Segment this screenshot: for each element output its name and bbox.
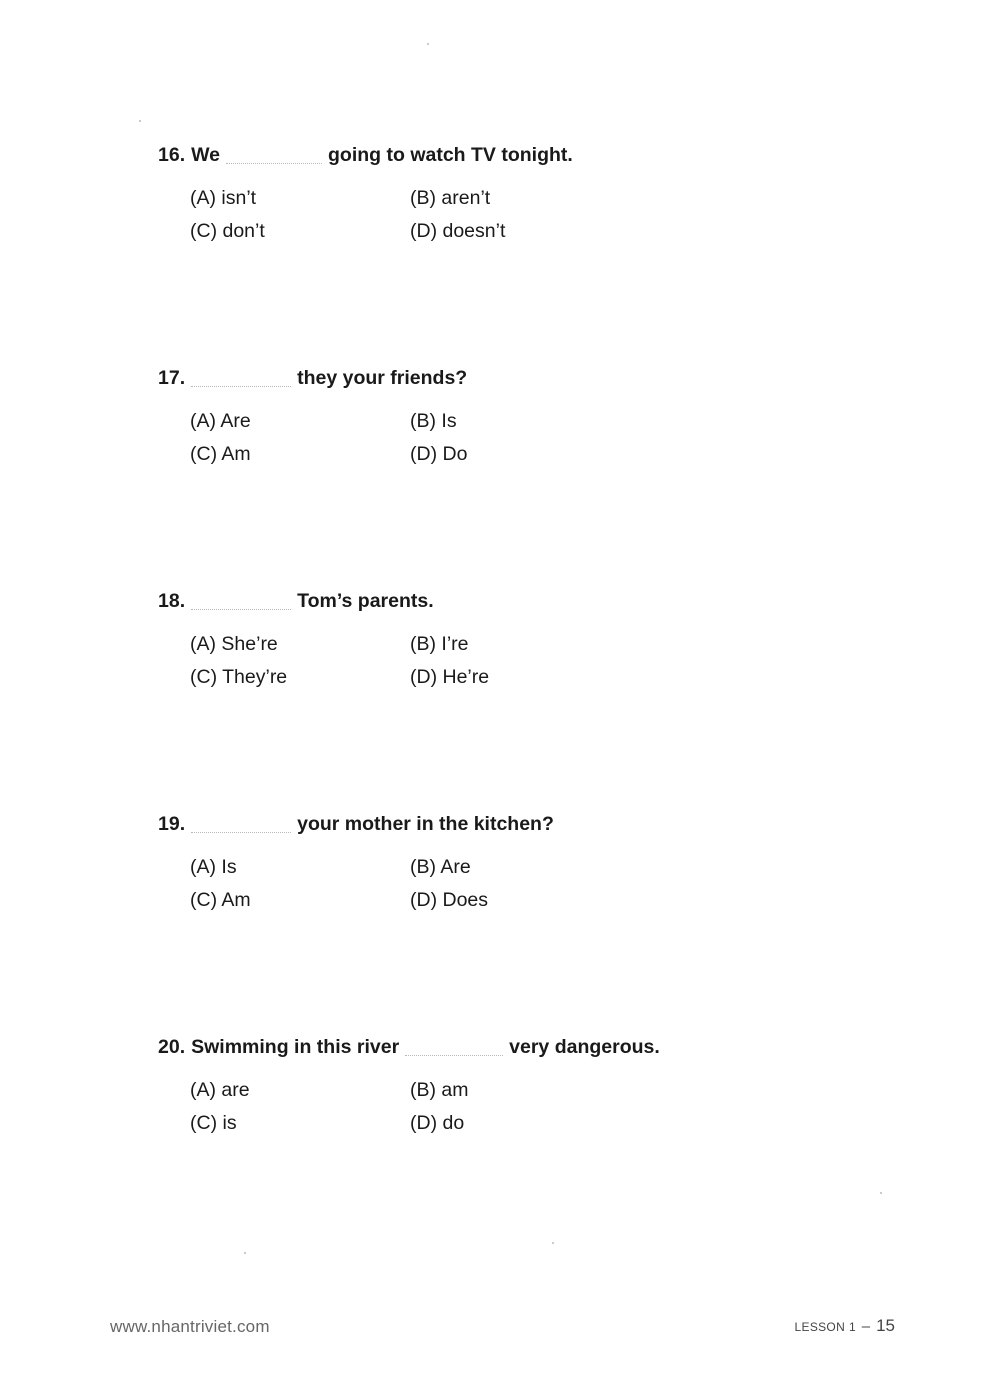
option-a: (A) Are bbox=[190, 410, 251, 432]
question-17 bbox=[158, 366, 858, 467]
option-a: (A) are bbox=[190, 1079, 250, 1101]
page-number: 15 bbox=[876, 1316, 895, 1335]
question-16 bbox=[158, 143, 858, 244]
scan-speck bbox=[880, 1192, 882, 1194]
question-number: 17. bbox=[158, 367, 186, 389]
option-c: (C) They’re bbox=[190, 666, 288, 688]
lesson-label: LESSON bbox=[794, 1320, 846, 1334]
scan-speck bbox=[244, 1252, 246, 1254]
option-b: (B) Is bbox=[410, 410, 457, 432]
question-text-after: going to watch TV tonight. bbox=[328, 144, 573, 166]
question-stem bbox=[158, 812, 858, 836]
option-c: (C) is bbox=[190, 1112, 237, 1134]
question-text-after: they your friends? bbox=[297, 367, 468, 389]
answer-blank bbox=[191, 831, 291, 833]
option-a: (A) Is bbox=[190, 856, 237, 878]
question-number: 16. bbox=[158, 144, 186, 166]
footer-page-info bbox=[795, 1316, 895, 1336]
scan-speck bbox=[139, 120, 141, 122]
question-text-after: your mother in the kitchen? bbox=[297, 813, 554, 835]
answer-options bbox=[190, 409, 690, 467]
question-text-before: Swimming in this river bbox=[191, 1036, 400, 1058]
answer-options bbox=[190, 632, 690, 690]
option-d: (D) do bbox=[410, 1112, 465, 1134]
option-b: (B) aren’t bbox=[410, 187, 491, 209]
answer-options bbox=[190, 1078, 690, 1136]
option-d: (D) Does bbox=[410, 889, 489, 911]
answer-options bbox=[190, 186, 690, 244]
option-d: (D) doesn’t bbox=[410, 220, 506, 242]
answer-options bbox=[190, 855, 690, 913]
question-number: 20. bbox=[158, 1036, 186, 1058]
option-b: (B) am bbox=[410, 1079, 469, 1101]
option-a: (A) She’re bbox=[190, 633, 278, 655]
scan-speck bbox=[427, 43, 429, 45]
question-19 bbox=[158, 812, 858, 913]
question-text-before: We bbox=[191, 144, 221, 166]
answer-blank bbox=[191, 608, 291, 610]
lesson-number: 1 bbox=[849, 1320, 856, 1334]
question-text-after: Tom’s parents. bbox=[297, 590, 434, 612]
footer-separator: – bbox=[861, 1318, 871, 1335]
option-c: (C) Am bbox=[190, 443, 251, 465]
question-stem bbox=[158, 589, 858, 613]
question-stem bbox=[158, 366, 858, 390]
answer-blank bbox=[226, 162, 322, 164]
option-d: (D) He’re bbox=[410, 666, 490, 688]
question-number: 18. bbox=[158, 590, 186, 612]
question-20 bbox=[158, 1035, 858, 1136]
question-number: 19. bbox=[158, 813, 186, 835]
footer-website: www.nhantriviet.com bbox=[110, 1317, 270, 1336]
scan-speck bbox=[552, 1242, 554, 1244]
option-d: (D) Do bbox=[410, 443, 468, 465]
option-b: (B) I’re bbox=[410, 633, 469, 655]
option-c: (C) don’t bbox=[190, 220, 265, 242]
question-stem bbox=[158, 1035, 858, 1059]
question-text-after: very dangerous. bbox=[509, 1036, 660, 1058]
answer-blank bbox=[405, 1054, 503, 1056]
option-b: (B) Are bbox=[410, 856, 471, 878]
answer-blank bbox=[191, 385, 291, 387]
question-stem bbox=[158, 143, 858, 167]
question-18 bbox=[158, 589, 858, 690]
option-a: (A) isn’t bbox=[190, 187, 257, 209]
option-c: (C) Am bbox=[190, 889, 251, 911]
